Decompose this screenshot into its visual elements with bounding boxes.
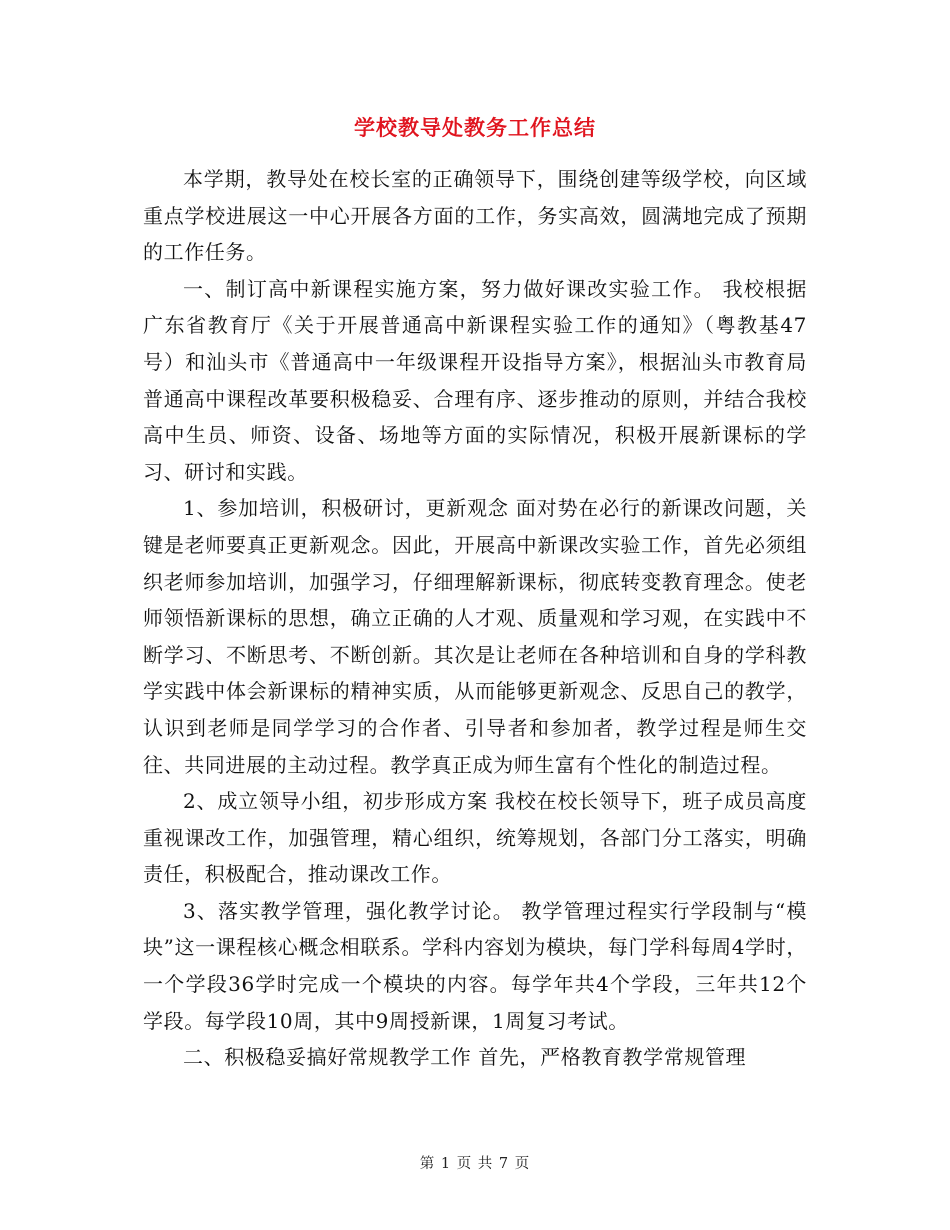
- paragraph-section-2: 二、积极稳妥搞好常规教学工作 首先，严格教育教学常规管理: [183, 1045, 747, 1070]
- document-title: 学校教导处教务工作总结: [354, 115, 596, 140]
- document-body: [143, 161, 807, 1076]
- paragraph-item-3: 3、落实教学管理，强化教学讨论。 教学管理过程实行学段制与“模块”这一课程核心概念相联系。学科内容划为模块，每门学科每周4学时，一个学段36学时完成一个模块的内容。每学年共4个学段，三年共12个学段。每学段10周，其中9周授新课，1周复习考试。: [143, 898, 807, 1033]
- paragraph-intro: 本学期，教导处在校长室的正确领导下，围绕创建等级学校，向区域重点学校进展这一中心开展各方面的工作，务实高效，圆满地完成了预期的工作任务。: [143, 167, 807, 265]
- paragraph-item-2: 2、成立领导小组，初步形成方案 我校在校长领导下，班子成员高度重视课改工作，加强管理，精心组织，统筹规划，各部门分工落实，明确责任，积极配合，推动课改工作。: [143, 789, 807, 887]
- paragraph-item-1: 1、参加培训，积极研讨，更新观念 面对势在必行的新课改问题，关键是老师要真正更新观念。因此，开展高中新课改实验工作，首先必须组织老师参加培训，加强学习，仔细理解新课标，彻底转变教育理念。使老师领悟新课标的思想，确立正确的人才观、质量观和学习观，在实践中不断学习、不断思考、不断创新。其次是让老师在各种培训和自身的学科教学实践中体会新课标的精神实质，从而能够更新观念、反思自己的教学，认识到老师是同学学习的合作者、引导者和参加者，教学过程是师生交往、共同进展的主动过程。教学真正成为师生富有个性化的制造过程。: [143, 496, 807, 777]
- page-footer: 第 1 页 共 7 页: [419, 1156, 531, 1172]
- paragraph-section-1: 一、制订高中新课程实施方案，努力做好课改实验工作。 我校根据广东省教育厅《关于开展普通高中新课程实验工作的通知》（粤教基47号）和汕头市《普通高中一年级课程开设指导方案》，根据汕头市教育局普通高中课程改革要积极稳妥、合理有序、逐步推动的原则，并结合我校高中生员、师资、设备、场地等方面的实际情况，积极开展新课标的学习、研讨和实践。: [143, 276, 807, 484]
